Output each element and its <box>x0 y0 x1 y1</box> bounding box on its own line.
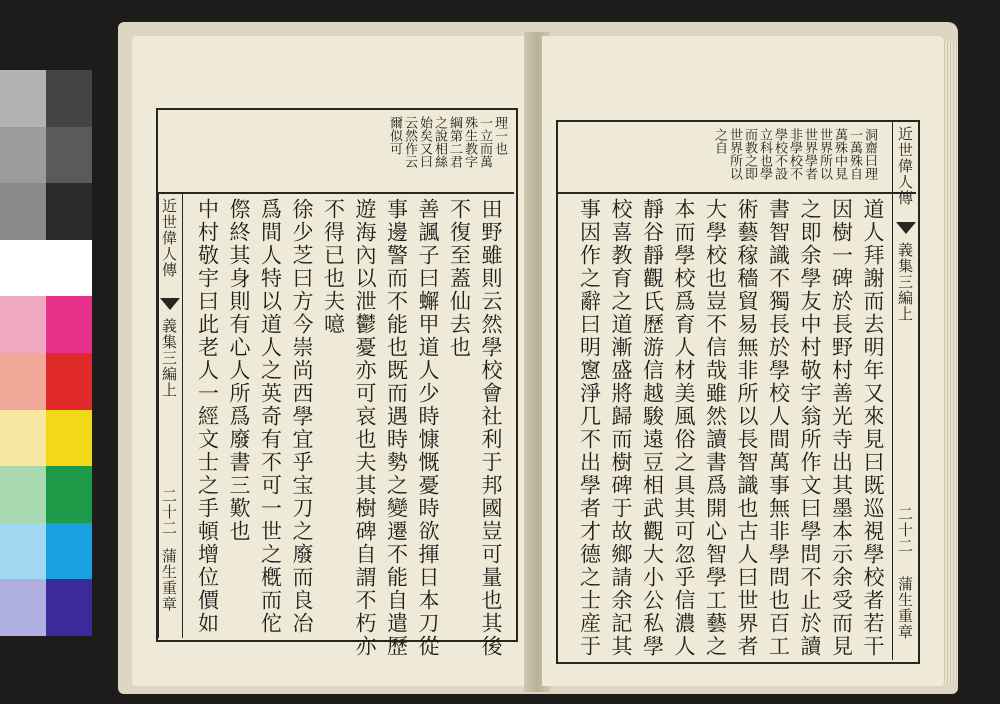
left-banner-rule-outer <box>158 192 159 638</box>
color-patch <box>46 296 92 353</box>
color-patch <box>46 127 92 184</box>
color-patch <box>0 296 46 353</box>
right-banner-page: 二十二 <box>896 506 914 554</box>
text-column: 事因作之辭曰明窻淨几不出學者才德之士産于 <box>577 198 602 658</box>
right-banner-rule-inner <box>892 120 893 660</box>
color-patch <box>46 240 92 297</box>
text-column: 田野雖則云然學校會社利于邦國豈可量也其後 <box>479 198 503 658</box>
text-column: 徐少芝曰方今崇尚西學宜乎宝刀之廢而良冶 <box>290 198 314 635</box>
text-column: 傺終其身則有心人所爲廢書三歎也 <box>227 198 251 543</box>
text-column: 中村敬宇曰此老人一經文士之手頓增位價如 <box>195 198 220 635</box>
right-headnote-rule <box>556 192 916 194</box>
left-banner-rule-inner <box>182 192 183 638</box>
text-column: 遊海內以泄鬱憂亦可哀也夫其樹碑自謂不朽亦 <box>353 198 377 658</box>
headnote-column: 一萬殊自 <box>847 128 862 180</box>
headnote-column: 一立而萬 <box>477 116 492 168</box>
headnote-column: 云然作云 <box>402 116 417 168</box>
headnote-column: 學校不設 <box>772 128 787 180</box>
text-column: 因樹一碑於長野村善光寺出其墨本示余受而見 <box>829 198 854 658</box>
color-patch <box>46 579 92 636</box>
left-page <box>132 36 532 686</box>
right-banner-author: 蒲生重章 <box>896 576 914 640</box>
headnote-column: 世界學者 <box>802 128 817 180</box>
color-patch <box>46 183 92 240</box>
text-column: 校喜教育之道漸盛將歸而樹碑于故鄉請余記其 <box>609 198 633 658</box>
color-patch <box>46 466 92 523</box>
text-column: 靜谷靜觀氏歷游信越駿遠豆相武觀大小公私學 <box>640 198 665 658</box>
text-column: 本而學校爲育人材美風俗之具其可忽乎信濃人 <box>672 198 696 658</box>
color-patch <box>0 523 46 580</box>
headnote-column: 而教之即 <box>742 128 757 180</box>
color-calibration-chart <box>0 70 92 636</box>
left-banner-page: 二十二 <box>160 488 178 536</box>
text-column: 道人拜謝而去明年又來見曰既巡視學校者若干 <box>861 198 885 658</box>
headnote-column: 之自 <box>712 128 727 154</box>
left-top-rule <box>156 108 514 109</box>
text-column: 不復至蓋仙去也 <box>447 198 472 359</box>
color-patch <box>46 523 92 580</box>
text-column: 爲間人特以道人之英奇有不可一世之槪而佗 <box>258 198 283 635</box>
color-patch <box>0 70 46 127</box>
headnote-column: 殊生教字 <box>462 116 477 168</box>
left-headnote-rule <box>156 192 514 194</box>
headnote-column: 綱第二君 <box>447 116 462 168</box>
headnote-column: 理一也 <box>492 116 507 155</box>
headnote-column: 非學校不 <box>787 128 802 180</box>
headnote-column: 始矣又曰 <box>417 116 432 168</box>
headnote-column: 爾似可 <box>387 116 402 155</box>
right-page <box>542 36 944 686</box>
text-column: 事邊警而不能也既而遇時勢之變遷不能自遣歷 <box>384 198 409 658</box>
left-banner-title: 近世偉人傳 <box>160 198 178 278</box>
headnote-column: 萬殊中見 <box>832 128 847 180</box>
book-spread <box>118 22 958 694</box>
page-edges <box>944 42 958 682</box>
text-column: 善諷子曰蠏甲道人少時慷慨憂時欲揮日本刀從 <box>416 198 440 658</box>
headnote-column: 之說相絲 <box>432 116 447 168</box>
color-patch <box>0 240 46 297</box>
color-patch <box>46 410 92 467</box>
left-fishtail-mark <box>160 298 180 310</box>
color-patch <box>0 353 46 410</box>
headnote-column: 洞齋曰理 <box>862 128 877 180</box>
text-column: 不得已也夫噫 <box>321 198 346 336</box>
color-patch <box>0 127 46 184</box>
color-patch <box>0 183 46 240</box>
headnote-column: 立科也學 <box>757 128 772 180</box>
headnote-column: 世界所以 <box>817 128 832 180</box>
color-patch <box>46 70 92 127</box>
right-banner-title: 近世偉人傳 <box>896 126 914 206</box>
right-fishtail-mark <box>896 222 916 234</box>
text-column: 術藝稼穡貿易無非所以長智識也古人曰世界者 <box>735 198 759 658</box>
color-patch <box>0 410 46 467</box>
color-patch <box>46 353 92 410</box>
right-banner-subtitle: 義集三編上 <box>896 242 914 322</box>
headnote-column: 世界所以 <box>727 128 742 180</box>
color-patch <box>0 579 46 636</box>
text-column: 之即余學友中村敬宇翁所作文曰學問不止於讀 <box>798 198 822 658</box>
text-column: 書智識不獨長於學校人間萬事無非學問也百工 <box>766 198 791 658</box>
text-column: 大學校也豈不信哉雖然讀書爲開心智學工藝之 <box>703 198 728 658</box>
left-banner-subtitle: 義集三編上 <box>160 318 178 398</box>
color-patch <box>0 466 46 523</box>
left-banner-author: 蒲生重章 <box>160 548 178 612</box>
